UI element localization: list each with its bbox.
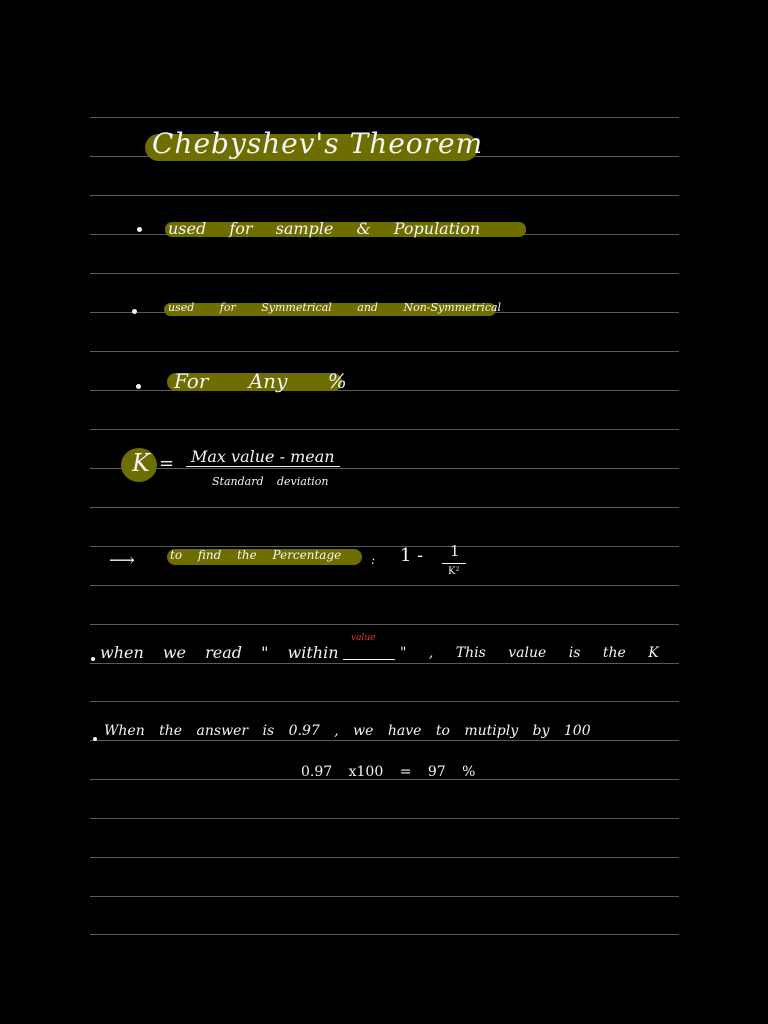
ruled-line	[90, 818, 679, 819]
formula-numerator: Max value - mean	[191, 447, 335, 466]
bullet-item-sample-population: used for sample & Population	[168, 219, 481, 238]
fraction-bar	[442, 563, 466, 564]
within-note-end: " , This value is the K	[400, 645, 659, 661]
ruled-line	[90, 585, 679, 586]
ruled-line	[90, 701, 679, 702]
bullet-dot	[91, 657, 95, 661]
answer-calculation: 0.97 x100 = 97 %	[301, 764, 476, 780]
page-title: Chebyshev's Theorem	[152, 127, 484, 160]
arrow-icon: ⟶	[109, 550, 135, 571]
blank-underline	[343, 659, 395, 660]
find-percentage-label: to find the Percentage	[170, 548, 342, 562]
frac-numerator: 1	[450, 542, 460, 560]
bullet-item-symmetry: used for Symmetrical and Non-Symmetrical	[168, 301, 502, 314]
ruled-line	[90, 857, 679, 858]
ruled-line	[90, 468, 679, 469]
ruled-line	[90, 351, 679, 352]
ruled-line	[90, 934, 679, 935]
ruled-line	[90, 896, 679, 897]
answer-note: When the answer is 0.97 , we have to mutiply by 100	[104, 723, 591, 739]
bullet-dot	[93, 737, 97, 741]
value-annotation: value	[351, 633, 376, 643]
within-note-start: when we read " within	[100, 643, 339, 662]
ruled-line	[90, 195, 679, 196]
ruled-line	[90, 546, 679, 547]
fraction-bar	[186, 466, 340, 467]
ruled-line	[90, 429, 679, 430]
ruled-line	[90, 663, 679, 664]
formula-equals: =	[159, 453, 175, 474]
formula-k: K	[132, 449, 150, 477]
bullet-dot	[136, 384, 141, 389]
expr-prefix: 1 -	[400, 545, 424, 566]
colon: :	[371, 553, 376, 567]
bullet-dot	[137, 227, 142, 232]
bullet-item-any-percent: For Any %	[174, 369, 347, 393]
bullet-dot	[132, 309, 137, 314]
ruled-line	[90, 273, 679, 274]
ruled-line	[90, 507, 679, 508]
frac-denominator: K²	[448, 566, 460, 577]
ruled-line	[90, 117, 679, 118]
formula-denominator: Standard deviation	[212, 475, 329, 488]
ruled-line	[90, 624, 679, 625]
ruled-line	[90, 740, 679, 741]
